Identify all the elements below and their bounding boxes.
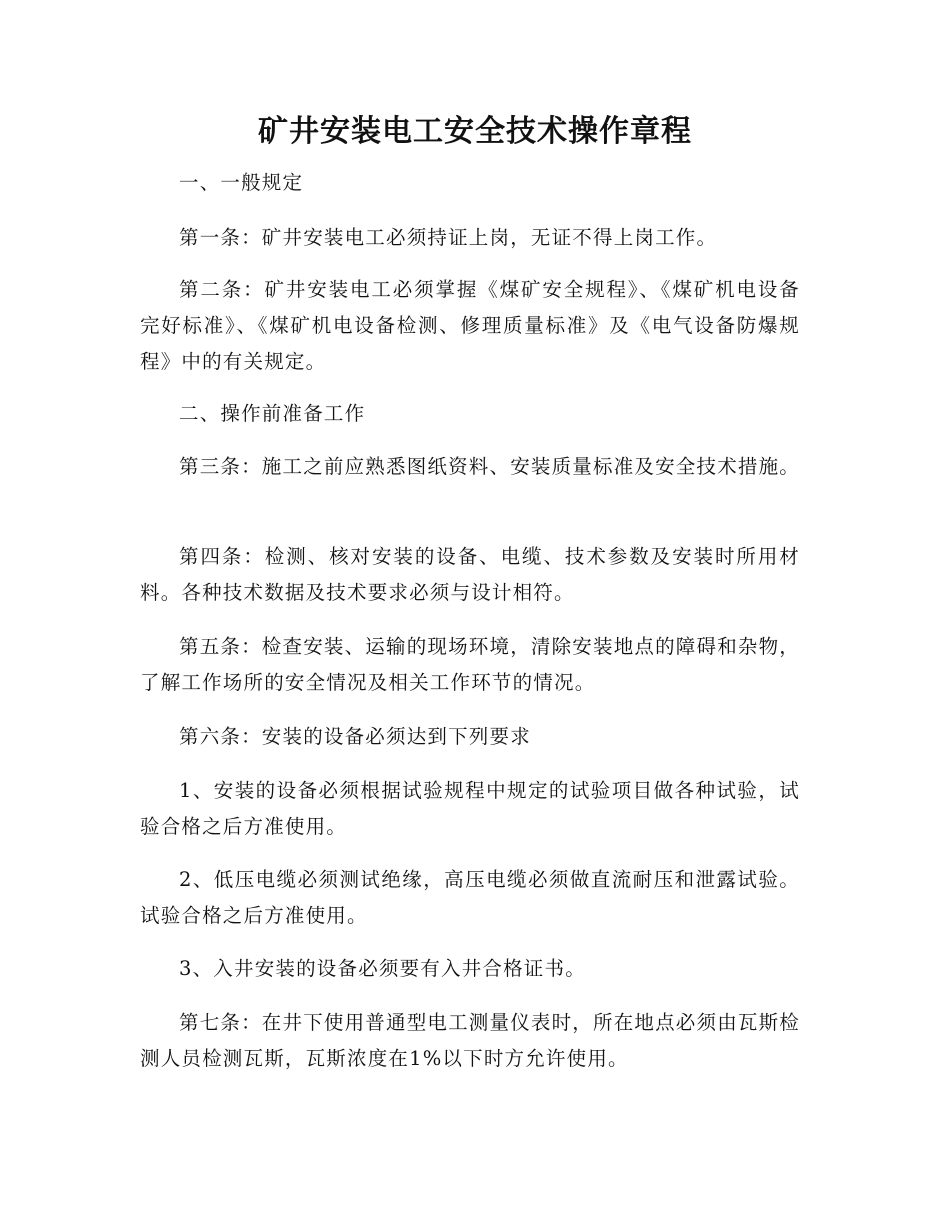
article-3: 第三条：施工之前应熟悉图纸资料、安装质量标准及安全技术措施。 xyxy=(179,455,801,478)
requirement-2: 2、低压电缆必须测试绝缘，高压电缆必须做直流耐压和泄露试验。试验合格之后方准使用。 xyxy=(140,868,800,927)
article-6: 第六条：安装的设备必须达到下列要求 xyxy=(179,725,531,748)
requirement-1: 1、安装的设备必须根据试验规程中规定的试验项目做各种试验，试验合格之后方准使用。 xyxy=(140,779,800,838)
document-title: 矿井安装电工安全技术操作章程 xyxy=(258,114,692,149)
article-4: 第四条：检测、核对安装的设备、电缆、技术参数及安装时所用材料。各种技术数据及技术要求必须与设计相符。 xyxy=(140,545,800,604)
section-heading-preparation: 二、操作前准备工作 xyxy=(179,402,366,425)
article-2: 第二条：矿井安装电工必须掌握《煤矿安全规程》、《煤矿机电设备完好标准》、《煤矿机电设备检测、修理质量标准》及《电气设备防爆规程》中的有关规定。 xyxy=(140,278,800,373)
section-heading-general: 一、一般规定 xyxy=(179,171,304,194)
article-7: 第七条：在井下使用普通型电工测量仪表时，所在地点必须由瓦斯检测人员检测瓦斯，瓦斯浓度在1%以下时方允许使用。 xyxy=(140,1011,801,1070)
requirement-3: 3、入井安装的设备必须要有入井合格证书。 xyxy=(179,957,586,980)
article-5: 第五条：检查安装、运输的现场环境，清除安装地点的障碍和杂物，了解工作场所的安全情况及相关工作环节的情况。 xyxy=(140,635,801,694)
article-1: 第一条：矿井安装电工必须持证上岗，无证不得上岗工作。 xyxy=(179,226,718,249)
